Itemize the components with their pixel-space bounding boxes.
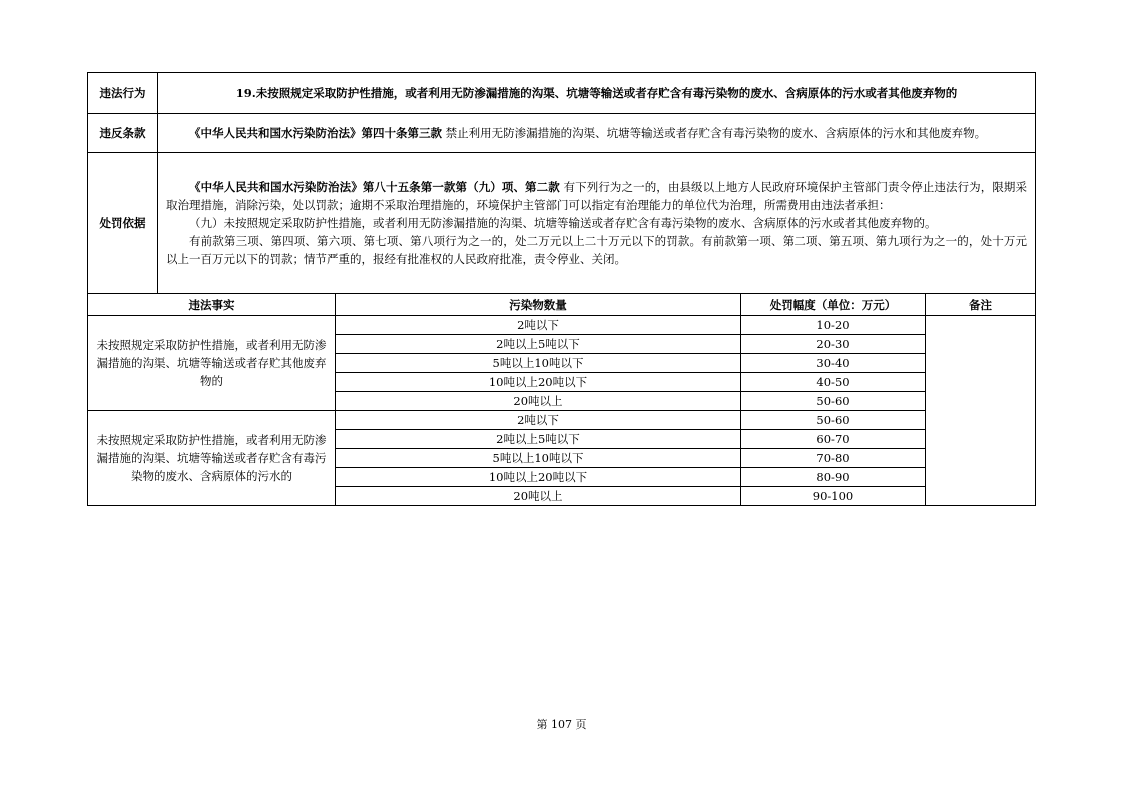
quantity-cell: 2吨以上5吨以下 (336, 335, 741, 354)
quantity-cell: 5吨以上10吨以下 (336, 449, 741, 468)
range-cell: 50-60 (741, 392, 926, 411)
clause-text: 禁止利用无防渗漏措施的沟渠、坑塘等输送或者存贮含有毒污染物的废水、含病原体的污水和其他废弃物。 (445, 126, 987, 140)
clause-law: 《中华人民共和国水污染防治法》第四十条第三款 (189, 126, 442, 140)
clause-content (158, 114, 1036, 153)
quantity-cell: 2吨以下 (336, 316, 741, 335)
header-quantity: 污染物数量 (336, 294, 741, 316)
basis-content (158, 153, 1036, 294)
header-range: 处罚幅度（单位：万元） (741, 294, 926, 316)
clause-row (88, 114, 1036, 153)
range-cell: 50-60 (741, 411, 926, 430)
quantity-cell: 10吨以上20吨以下 (336, 373, 741, 392)
basis-text-1: 有下列行为之一的，由县级以上地方人民政府环境保护主管部门责令停止违法行为，限期采取治理措施，消除污染，处以罚款；逾期不采取治理措施的，环境保护主管部门可以指定有治理能力的单位代为治理，所需费用由违法者承担： (166, 180, 1028, 212)
range-cell: 40-50 (741, 373, 926, 392)
range-cell: 60-70 (741, 430, 926, 449)
penalty-table (87, 72, 1036, 506)
range-cell: 80-90 (741, 468, 926, 487)
table-row (88, 411, 1036, 430)
basis-text-3: 有前款第三项、第四项、第六项、第七项、第八项行为之一的，处二万元以上二十万元以下的罚款。有前款第一项、第二项、第五项、第九项行为之一的，处十万元以上一百万元以下的罚款；情节严重的，报经有批准权的人民政府批准，责令停业、关闭。 (166, 234, 1027, 266)
header-fact: 违法事实 (88, 294, 336, 316)
basis-row (88, 153, 1036, 294)
basis-text-2: （九）未按照规定采取防护性措施，或者利用无防渗漏措施的沟渠、坑塘等输送或者存贮含有毒污染物的废水、含病原体的污水或者其他废弃物的。 (189, 216, 937, 230)
page-number: 第 107 页 (536, 718, 587, 731)
range-cell: 30-40 (741, 354, 926, 373)
basis-label: 处罚依据 (88, 153, 158, 294)
quantity-cell: 20吨以上 (336, 487, 741, 506)
remarks-cell (926, 316, 1036, 506)
table-row (88, 316, 1036, 335)
range-cell: 70-80 (741, 449, 926, 468)
fact-cell-2: 未按照规定采取防护性措施，或者利用无防渗漏措施的沟渠、坑塘等输送或者存贮含有毒污染物的废水、含病原体的污水的 (88, 411, 336, 506)
basis-law: 《中华人民共和国水污染防治法》第八十五条第一款第（九）项、第二款 (189, 180, 560, 194)
header-remarks: 备注 (926, 294, 1036, 316)
quantity-cell: 20吨以上 (336, 392, 741, 411)
quantity-cell: 2吨以上5吨以下 (336, 430, 741, 449)
violation-text: 19.未按照规定采取防护性措施，或者利用无防渗漏措施的沟渠、坑塘等输送或者存贮含有毒污染物的废水、含病原体的污水或者其他废弃物的 (158, 73, 1036, 114)
quantity-cell: 2吨以下 (336, 411, 741, 430)
clause-label: 违反条款 (88, 114, 158, 153)
violation-label: 违法行为 (88, 73, 158, 114)
fact-cell-1: 未按照规定采取防护性措施，或者利用无防渗漏措施的沟渠、坑塘等输送或者存贮其他废弃物的 (88, 316, 336, 411)
table-header-row (88, 294, 1036, 316)
quantity-cell: 10吨以上20吨以下 (336, 468, 741, 487)
quantity-cell: 5吨以上10吨以下 (336, 354, 741, 373)
range-cell: 20-30 (741, 335, 926, 354)
range-cell: 90-100 (741, 487, 926, 506)
violation-row (88, 73, 1036, 114)
range-cell: 10-20 (741, 316, 926, 335)
